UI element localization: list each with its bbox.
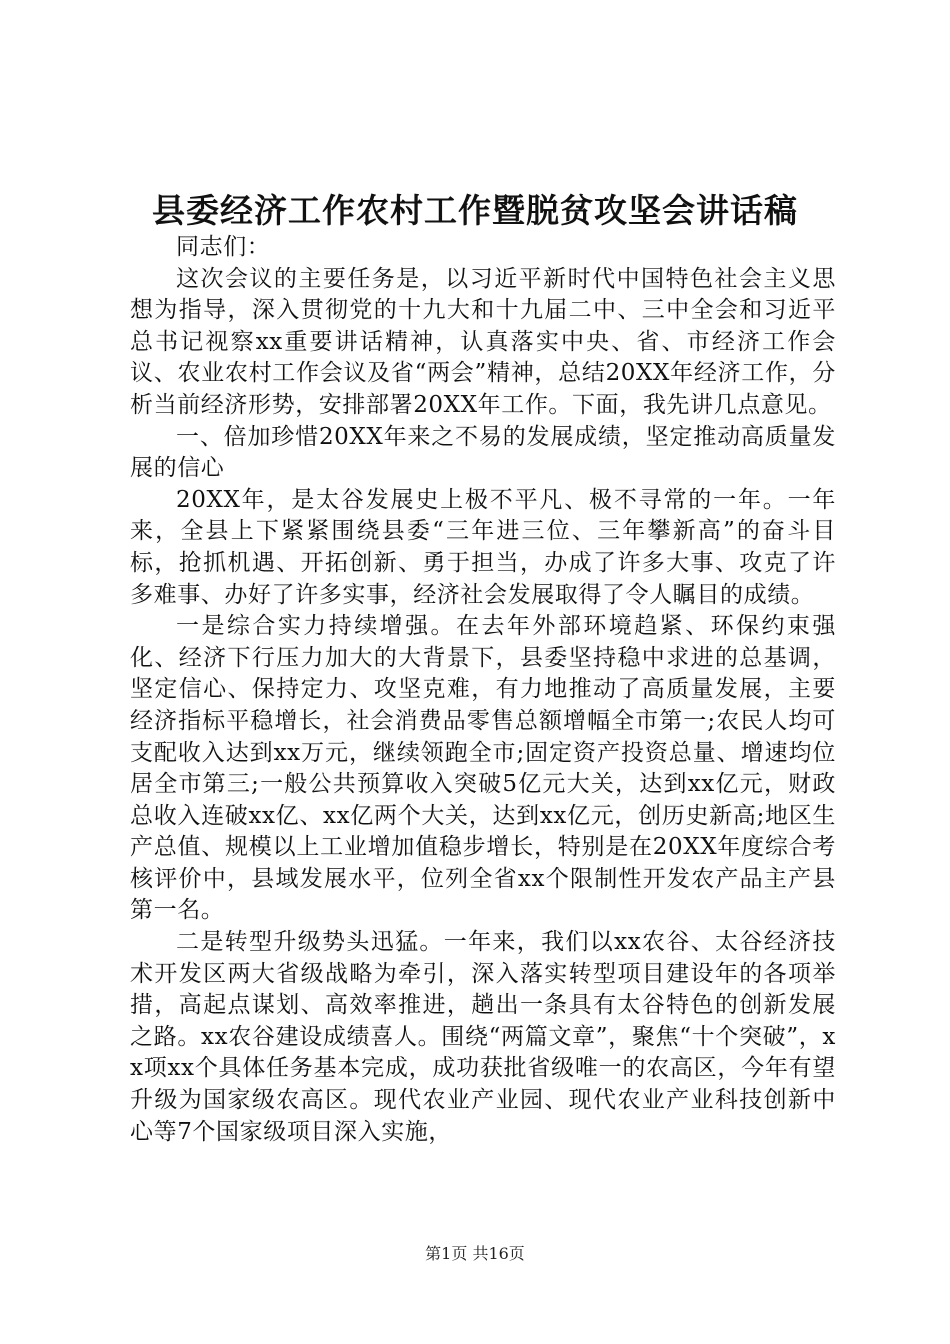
body-paragraph: 20XX年，是太谷发展史上极不平凡、极不寻常的一年。一年来，全县上下紧紧围绕县委“三年进三位、三年攀新高”的奋斗目标，抢抓机遇、开拓创新、勇于担当，办成了许多大事、攻克了许多难事、办好了许多实事，经济社会发展取得了令人瞩目的成绩。 [130,486,836,608]
intro-paragraph: 这次会议的主要任务是，以习近平新时代中国特色社会主义思想为指导，深入贯彻党的十九大和十九届二中、三中全会和习近平总书记视察xx重要讲话精神，认真落实中央、省、市经济工作会议、农业农村工作会议及省“两会”精神，总结20XX年经济工作，分析当前经济形势，安排部署20XX年工作。下面，我先讲几点意见。 [130,265,836,418]
salutation-paragraph: 同志们： [176,234,271,260]
document-body [130,232,836,1148]
page-number-footer: 第1页 共16页 [425,1244,525,1263]
section-heading-1: 一、倍加珍惜20XX年来之不易的发展成绩，坚定推动高质量发展的信心 [130,423,836,482]
body-paragraph: 二是转型升级势头迅猛。一年来，我们以xx农谷、太谷经济技术开发区两大省级战略为牵引，深入落实转型项目建设年的各项举措，高起点谋划、高效率推进，趟出一条具有太谷特色的创新发展之路。xx农谷建设成绩喜人。围绕“两篇文章”，聚焦“十个突破”，xx项xx个具体任务基本完成，成功获批省级唯一的农高区，今年有望升级为国家级农高区。现代农业产业园、现代农业产业科技创新中心等7个国家级项目深入实施， [130,929,836,1145]
document-title: 县委经济工作农村工作暨脱贫攻坚会讲话稿 [152,191,798,230]
body-paragraph: 一是综合实力持续增强。在去年外部环境趋紧、环保约束强化、经济下行压力加大的大背景下，县委坚持稳中求进的总基调，坚定信心、保持定力、攻坚克难，有力地推动了高质量发展，主要经济指标平稳增长，社会消费品零售总额增幅全市第一;农民人均可支配收入达到xx万元，继续领跑全市;固定资产投资总量、增速均位居全市第三;一般公共预算收入突破5亿元大关，达到xx亿元，财政总收入连破xx亿、xx亿两个大关，达到xx亿元，创历史新高;地区生产总值、规模以上工业增加值稳步增长，特别是在20XX年度综合考核评价中，县域发展水平，位列全省xx个限制性开发农产品主产县第一名。 [130,613,836,924]
